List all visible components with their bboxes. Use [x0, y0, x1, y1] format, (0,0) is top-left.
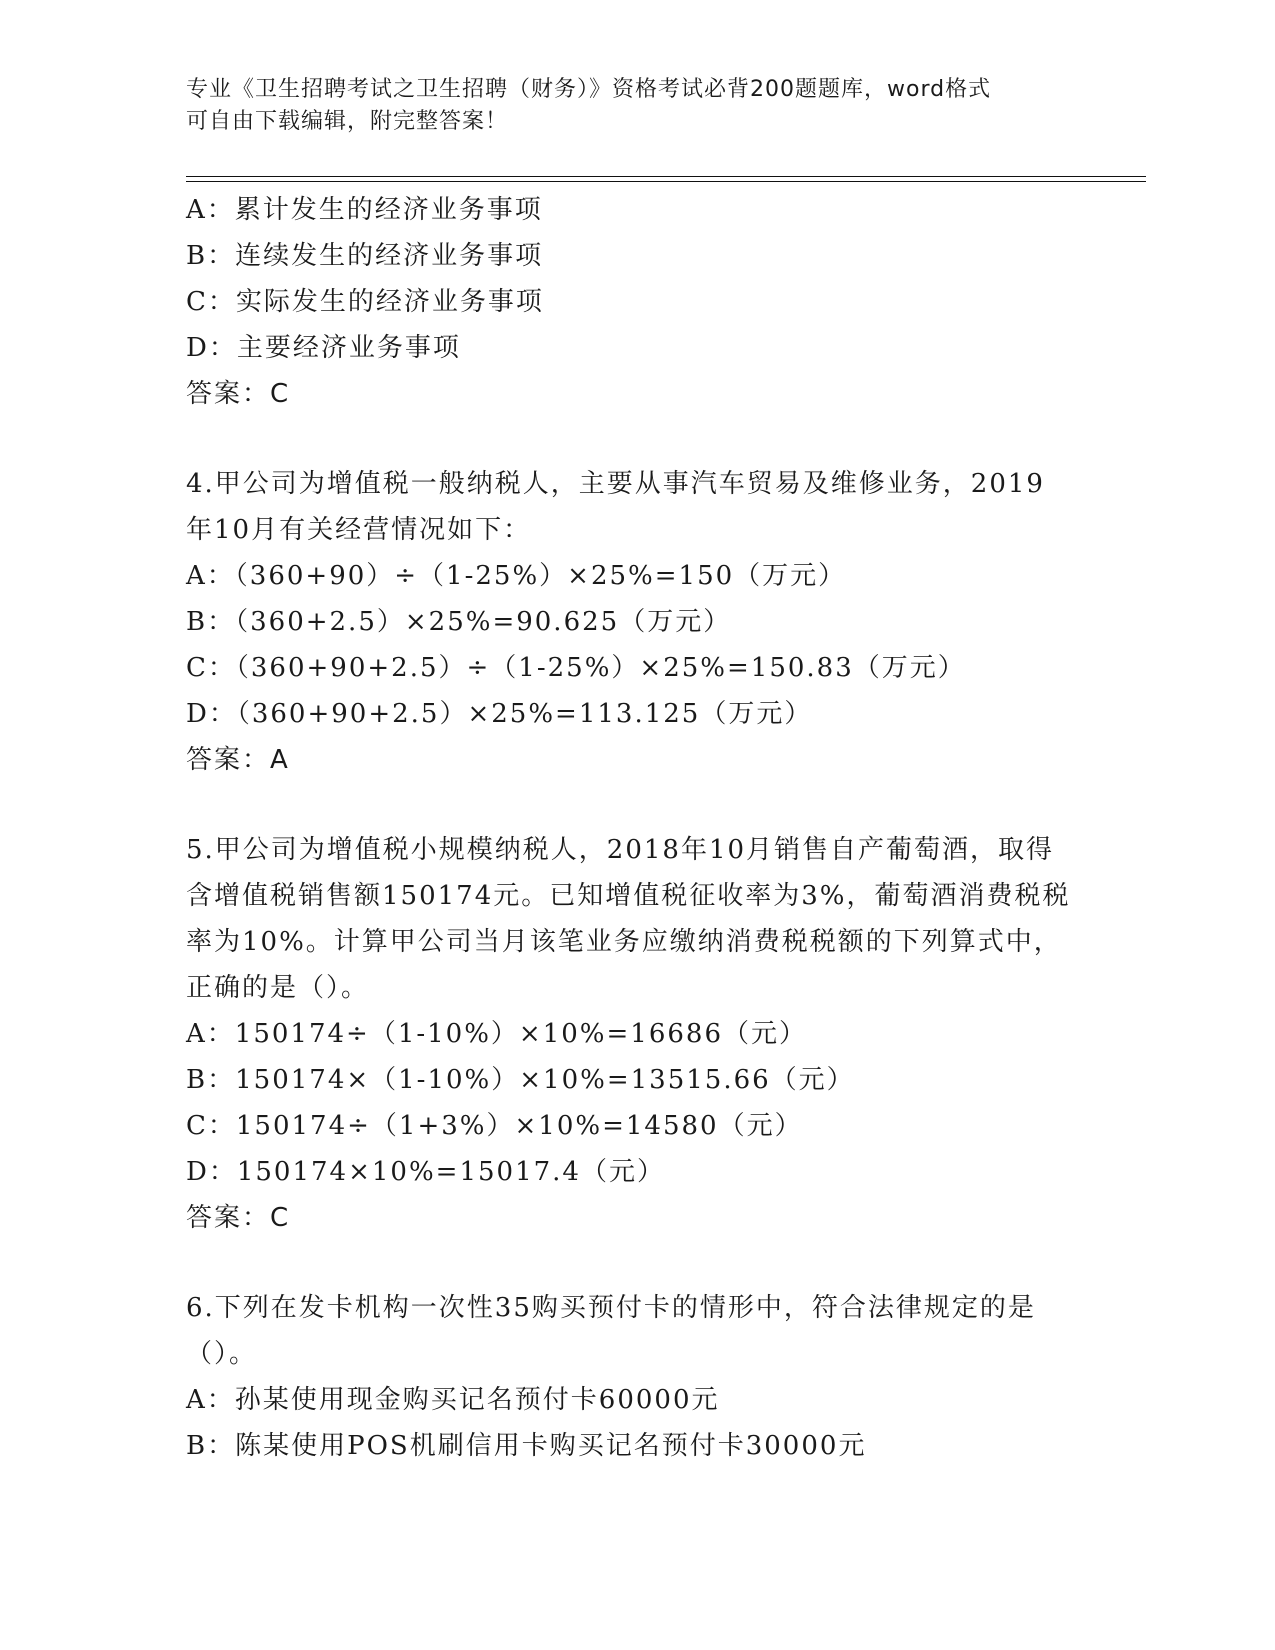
option-a: A：150174÷（1-10%）×10%=16686（元） — [186, 1019, 807, 1049]
header-title-line-2: 可自由下载编辑，附完整答案！ — [186, 109, 509, 134]
option-b: B：陈某使用POS机刷信用卡购买记名预付卡30000元 — [186, 1431, 867, 1461]
answer: 答案：A — [186, 745, 290, 775]
question-6 — [186, 1285, 1086, 1469]
option-c: C：（360+90+2.5）÷（1-25%）×25%=150.83（万元） — [186, 653, 966, 683]
header-divider-top — [186, 176, 1146, 177]
question-stem-line: 含增值税销售额150174元。已知增值税征收率为3%，葡萄酒消费税税 — [186, 881, 1071, 911]
spacer — [186, 1241, 1086, 1285]
question-stem-line: 正确的是（）。 — [186, 973, 370, 1003]
question-5 — [186, 827, 1086, 1241]
option-a: A：累计发生的经济业务事项 — [186, 195, 543, 225]
question-3 — [186, 187, 1086, 417]
spacer — [186, 783, 1086, 827]
answer: 答案：C — [186, 379, 291, 409]
option-d: D：主要经济业务事项 — [186, 333, 461, 363]
document-header — [186, 74, 1066, 138]
option-b: B：150174×（1-10%）×10%=13515.66（元） — [186, 1065, 855, 1095]
option-d: D：150174×10%=15017.4（元） — [186, 1157, 665, 1187]
option-d: D：（360+90+2.5）×25%=113.125（万元） — [186, 699, 813, 729]
spacer — [186, 417, 1086, 461]
header-title-line-1: 专业《卫生招聘考试之卫生招聘（财务）》资格考试必背200题题库，word格式 — [186, 77, 992, 102]
question-list — [186, 187, 1086, 1469]
question-stem-line: 5.甲公司为增值税小规模纳税人，2018年10月销售自产葡萄酒，取得 — [186, 835, 1055, 865]
option-c: C：150174÷（1+3%）×10%=14580（元） — [186, 1111, 803, 1141]
option-c: C：实际发生的经济业务事项 — [186, 287, 544, 317]
header-divider-bottom — [186, 181, 1146, 182]
question-stem-line: （）。 — [186, 1339, 258, 1369]
question-stem-line: 年10月有关经营情况如下： — [186, 515, 532, 545]
question-stem-line: 6.下列在发卡机构一次性35购买预付卡的情形中，符合法律规定的是 — [186, 1293, 1036, 1323]
option-a: A：（360+90）÷（1-25%）×25%=150（万元） — [186, 561, 847, 591]
question-4 — [186, 461, 1086, 783]
question-stem-line: 4.甲公司为增值税一般纳税人，主要从事汽车贸易及维修业务，2019 — [186, 469, 1045, 499]
question-stem-line: 率为10%。计算甲公司当月该笔业务应缴纳消费税税额的下列算式中， — [186, 927, 1062, 957]
answer: 答案：C — [186, 1203, 291, 1233]
option-b: B：连续发生的经济业务事项 — [186, 241, 544, 271]
option-a: A：孙某使用现金购买记名预付卡60000元 — [186, 1385, 720, 1415]
option-b: B：（360+2.5）×25%=90.625（万元） — [186, 607, 732, 637]
